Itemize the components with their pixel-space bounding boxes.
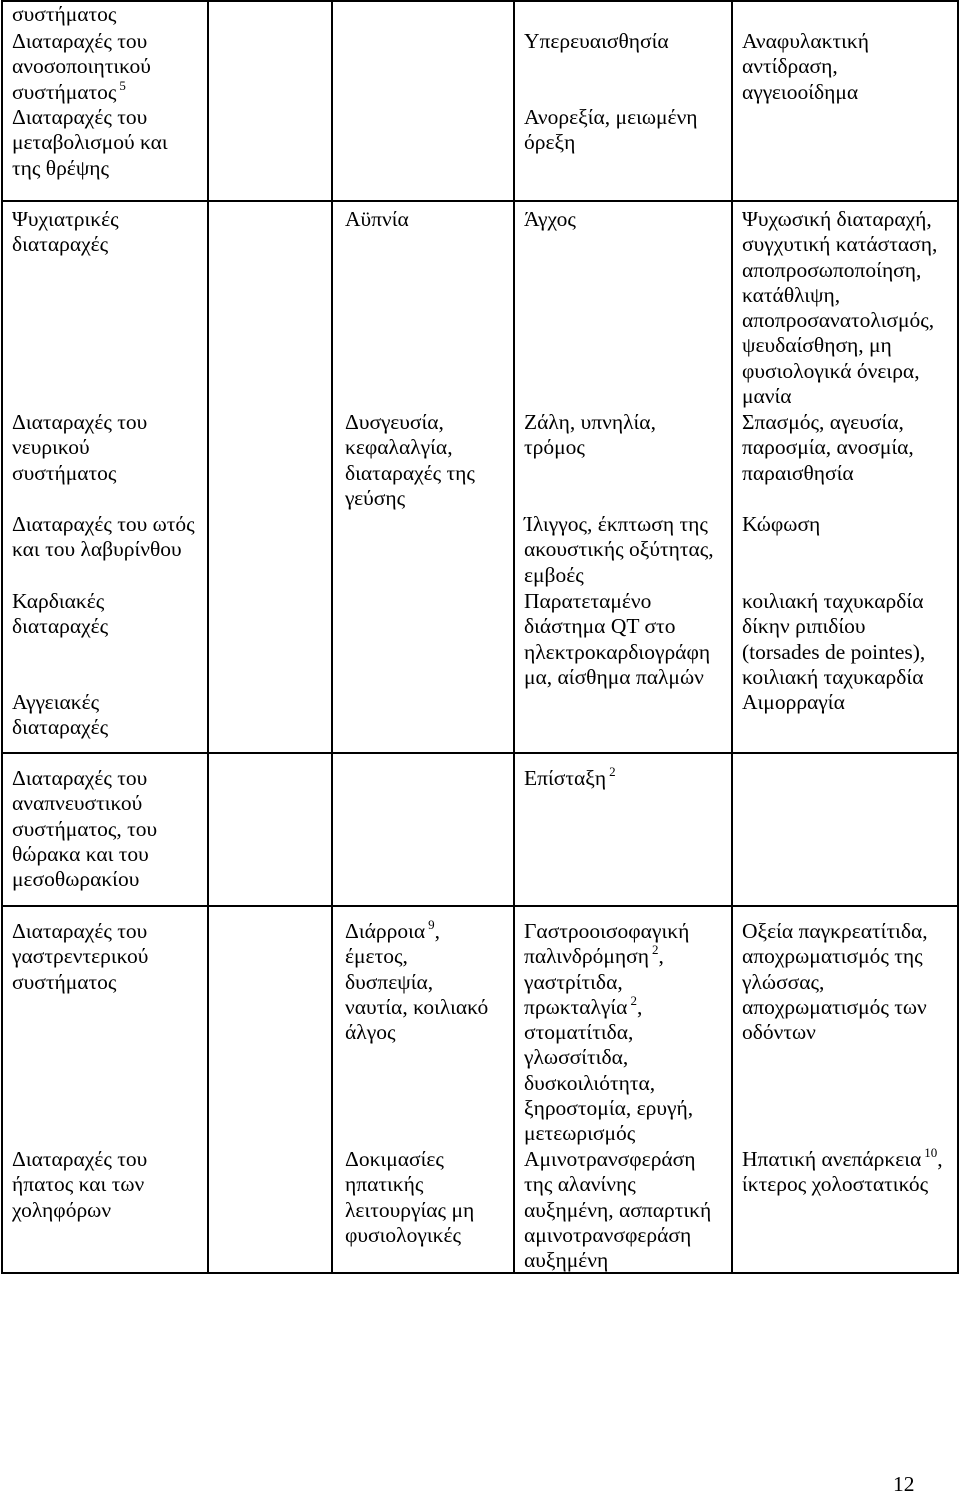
footnote-ref: 10 [924,1145,938,1160]
cell-text-line: Άγχος [524,207,576,231]
cell-text-line: Υπερευαισθησία [524,29,669,53]
cell-text-line: συγχυτική κατάσταση, [742,232,938,257]
reactions-col5-cell-ear [742,512,820,537]
cell-line-text: συστήματος [12,79,117,104]
reactions-col4-cell-respiratory [524,766,616,791]
cell-text-line: αποχρωματισμός των [742,994,927,1019]
reactions-col4-cell-psychiatric [524,207,576,232]
cell-text-line: κεφαλαλγία, [345,435,453,460]
organ-class-cell-cardiac [12,589,108,640]
cell-text-line: αντίδραση, [742,54,838,79]
cell-text-line: δυσπεψία, [345,969,434,994]
cell-text-line: Διαταραχές του [12,1147,148,1171]
cell-text-line: αναπνευστικού [12,791,143,816]
cell-text-line: διάστημα QT στο [524,614,676,639]
table-row-divider [1,905,958,907]
cell-text-line: διαταραχές της [345,460,475,485]
reactions-col4-cell-cardiac [524,589,710,690]
cell-text-line: αγγειοοίδημα [742,79,859,104]
footnote-ref: 5 [119,77,126,93]
cell-line-text: Διάρροια [345,919,426,943]
cell-text-line: (torsades de pointes), [742,639,926,664]
cell-text-line: φυσιολογικά όνειρα, [742,358,920,383]
cell-text-line: συστήματος [12,460,117,485]
cell-text-line: της θρέψης [12,155,110,180]
cell-text-line: νευρικού [12,435,90,460]
cell-text-line: αποχρωματισμός της [742,944,923,969]
cell-text-line: και του λαβυρίνθου [12,537,182,562]
table-row-divider [1,200,958,202]
cell-line-text: παλινδρόμηση [524,944,650,969]
cell-text-line: κατάθλιψη, [742,282,841,307]
reactions-col5-cell-hepatobiliary [742,1147,943,1198]
reactions-col3-cell-psychiatric [345,207,409,232]
organ-class-cell-metabolism [12,105,168,181]
organ-class-cell-gastrointestinal [12,919,148,995]
cell-text-line: χοληφόρων [12,1197,112,1222]
footnote-ref: 2 [609,764,616,779]
cell-text-line: ναυτία, κοιλιακό [345,994,489,1019]
cell-text-line: άλγος [345,1020,396,1045]
reactions-col5-cell-immune [742,29,869,105]
reactions-col3-cell-gastrointestinal [345,919,488,1045]
reactions-col4-cell-ear [524,512,714,588]
cell-text-line: ήπατος και των [12,1172,145,1197]
reactions-col4-cell-immune [524,29,669,54]
cell-text-line: Οξεία παγκρεατίτιδα, [742,919,928,943]
cell-text-line: ηλεκτροκαρδιογράφη [524,639,711,664]
table-border-right [957,0,959,1274]
cell-text-line: Δυσγευσία, [345,410,444,434]
cell-text-line: Αναφυλακτική [742,29,869,53]
cell-text-line: έμετος, [345,944,408,969]
cell-text-line: οδόντων [742,1020,816,1045]
cell-text-line: διαταραχές [12,614,109,639]
cell-text-line: Διαταραχές του ωτός [12,512,195,536]
cell-text-line [524,766,616,791]
cell-text-line: εμβοές [524,562,584,587]
cell-line-text: πρωκταλγία [524,994,628,1019]
cell-text-line: Καρδιακές [12,589,105,613]
table-column-divider [331,0,333,1274]
cell-text-line: γαστρίτιδα, [524,969,623,994]
cell-text-line: ακουστικής οξύτητας, [524,537,714,562]
reactions-col3-cell-hepatobiliary [345,1147,474,1248]
cell-text-line: αυξημένη, ασπαρτική [524,1197,712,1222]
cell-text-line [12,77,151,105]
reactions-col4-cell-nervous [524,410,656,461]
footnote-ref: 9 [428,917,435,932]
page-number: 12 [893,1472,915,1496]
table-border-top [1,0,958,2]
cell-line-text: Ηπατική ανεπάρκεια [742,1147,922,1171]
reactions-col3-cell-nervous [345,410,475,511]
organ-class-cell-ear [12,512,195,563]
cell-text-line: ψευδαίσθηση, μη [742,333,892,358]
reactions-col4-cell-gastrointestinal [524,919,693,1147]
cell-text-line [524,944,693,969]
cell-text-line: Αϋπνία [345,207,409,231]
reactions-col5-cell-vascular [742,690,845,715]
cell-text-line [345,919,488,944]
reactions-col4-cell-metabolism [524,105,698,156]
reactions-col5-cell-cardiac [742,589,925,690]
cell-text-line: φυσιολογικές [345,1222,462,1247]
table-column-divider [513,0,515,1274]
cell-text-line: μα, αίσθημα παλμών [524,664,704,689]
cell-text-line: Ζάλη, υπνηλία, [524,410,656,434]
cell-text-line: ίκτερος χολοστατικός [742,1172,929,1197]
cell-text-line: δυσκοιλιότητα, [524,1070,656,1095]
organ-class-cell-immune [12,29,151,105]
cell-line-text: Επίσταξη [524,766,607,790]
footnote-ref: 2 [630,992,637,1008]
cell-text-line: Ψυχιατρικές [12,207,119,231]
cell-text-line: Κώφωση [742,512,821,536]
cell-text-line: Διαταραχές του [12,919,148,943]
table-border-left [1,0,3,1274]
cell-text-line: θώρακα και του [12,841,149,866]
cell-text-line: αμινοτρανσφεράση [524,1222,692,1247]
cell-text-line: ξηροστομία, ερυγή, [524,1096,694,1121]
cell-text-line: Διαταραχές του [12,766,148,790]
cell-text-line: γαστρεντερικού [12,944,149,969]
table-column-divider [731,0,733,1274]
cell-line-suffix: , [434,919,441,943]
cell-text-line: διαταραχές [12,715,109,740]
cell-text-line: Διαταραχές του [12,29,148,53]
cell-text-line: συστήματος [12,969,117,994]
footnote-ref: 2 [652,942,659,958]
reactions-col5-cell-nervous [742,410,914,486]
table-row-divider [1,752,958,754]
cell-text-line: Διαταραχές του [12,410,148,434]
reactions-col4-cell-hepatobiliary [524,1147,711,1273]
cell-text-line: γεύσης [345,485,406,510]
cell-text-line: στοματίτιδα, [524,1020,634,1045]
cell-text-line: λειτουργίας μη [345,1197,475,1222]
cell-text-line: Παρατεταμένο [524,589,652,613]
cell-text-line: αποπροσανατολισμός, [742,308,935,333]
cell-text-line: Ανορεξία, μειωμένη [524,105,698,129]
cell-text-line: Σπασμός, αγευσία, [742,410,904,434]
cell-text-line: κοιλιακή ταχυκαρδία [742,589,924,613]
organ-class-cell-hepatobiliary [12,1147,147,1223]
cell-text-line: παραισθησία [742,460,854,485]
cell-text-line: της αλανίνης [524,1172,636,1197]
cell-text-line: ανοσοποιητικού [12,54,151,79]
table-border-bottom [1,1272,958,1274]
cell-text-line: όρεξη [524,130,576,155]
table-column-divider [207,0,209,1274]
organ-class-cell-psychiatric [12,207,119,258]
cell-text-line [742,1147,943,1172]
organ-class-cell-vascular [12,690,108,741]
cell-text-line: δίκην ριπιδίου [742,614,866,639]
cell-text-line: Ίλιγγος, έκπτωση της [524,512,708,536]
cell-text-line: Αγγειακές [12,690,100,714]
cell-text-line: Αμινοτρανσφεράση [524,1147,696,1171]
cell-text-line: γλωσσίτιδα, [524,1045,629,1070]
cell-text-line: συστήματος [12,2,117,26]
cell-text-line: παροσμία, ανοσμία, [742,435,914,460]
cell-text-line: τρόμος [524,435,585,460]
cell-text-line [524,992,693,1020]
cell-text-line: αποπροσωποποίηση, [742,257,922,282]
cell-line-suffix: , [658,944,664,969]
reactions-col5-cell-gastrointestinal [742,919,928,1045]
organ-class-cell-respiratory [12,766,157,892]
cell-text-line: μετεωρισμός [524,1121,636,1146]
organ-class-cell-continued [12,2,116,27]
cell-text-line: μανία [742,384,792,409]
cell-text-line: μεταβολισμού και [12,130,168,155]
cell-text-line: ηπατικής [345,1172,424,1197]
cell-text-line: αυξημένη [524,1248,609,1273]
cell-text-line: κοιλιακή ταχυκαρδία [742,664,924,689]
cell-text-line: γλώσσας, [742,969,825,994]
cell-text-line: Διαταραχές του [12,105,148,129]
cell-text-line: Δοκιμασίες [345,1147,444,1171]
cell-text-line: διαταραχές [12,232,109,257]
cell-text-line: συστήματος, του [12,816,158,841]
cell-text-line: μεσοθωρακίου [12,867,140,892]
cell-text-line: Αιμορραγία [742,690,845,714]
cell-text-line: Γαστροοισοφαγική [524,919,690,943]
reactions-col5-cell-psychiatric [742,207,937,409]
cell-line-suffix: , [937,1147,943,1171]
cell-line-suffix: , [636,994,643,1019]
cell-text-line: Ψυχωσική διαταραχή, [742,207,932,231]
organ-class-cell-nervous [12,410,147,486]
